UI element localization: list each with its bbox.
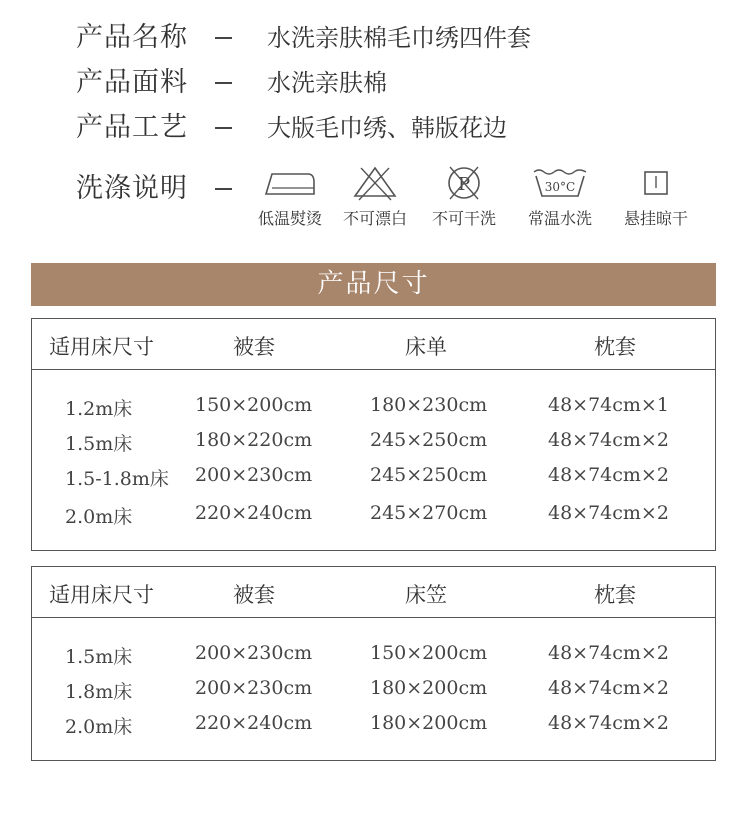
table-cell: 150×200cm bbox=[195, 394, 313, 416]
table-header: 被套 bbox=[233, 583, 275, 607]
dry-clean-glyph: P bbox=[457, 174, 471, 195]
care-item-no-bleach bbox=[330, 162, 420, 232]
table-header: 适用床尺寸 bbox=[49, 583, 154, 607]
spec-value: 水洗亲肤棉 bbox=[267, 69, 387, 97]
table-cell: 180×200cm bbox=[370, 712, 488, 734]
table-header: 枕套 bbox=[594, 335, 636, 359]
table-cell: 180×220cm bbox=[195, 429, 313, 451]
table-cell: 1.2m床 bbox=[65, 398, 133, 420]
table-cell: 48×74cm×2 bbox=[548, 464, 669, 486]
dash-separator bbox=[215, 37, 232, 39]
table-cell: 220×240cm bbox=[195, 502, 313, 524]
table-cell: 1.5m床 bbox=[65, 646, 133, 668]
spec-value: 水洗亲肤棉毛巾绣四件套 bbox=[267, 24, 531, 52]
table-cell: 1.8m床 bbox=[65, 681, 133, 703]
table-cell: 245×270cm bbox=[370, 502, 488, 524]
table-cell: 1.5-1.8m床 bbox=[65, 468, 169, 490]
section-title: 产品尺寸 bbox=[317, 269, 430, 299]
table-cell: 200×230cm bbox=[195, 464, 313, 486]
table-header: 适用床尺寸 bbox=[49, 335, 154, 359]
spec-value: 大版毛巾绣、韩版花边 bbox=[267, 114, 507, 142]
care-item-wash bbox=[515, 162, 605, 232]
iron-icon bbox=[258, 162, 322, 202]
care-item-label: 悬挂晾干 bbox=[623, 209, 688, 228]
care-item-no-dry-clean bbox=[419, 162, 509, 232]
no-dry-clean-icon bbox=[432, 162, 496, 202]
size-table-1 bbox=[31, 318, 716, 551]
spec-label: 产品工艺 bbox=[76, 112, 188, 143]
table-cell: 200×230cm bbox=[195, 642, 313, 664]
table-cell: 180×200cm bbox=[370, 677, 488, 699]
table-cell: 48×74cm×1 bbox=[548, 394, 669, 416]
care-label: 洗涤说明 bbox=[76, 173, 188, 204]
table-cell: 2.0m床 bbox=[65, 716, 133, 738]
table-cell: 200×230cm bbox=[195, 677, 313, 699]
table-header: 床笠 bbox=[405, 583, 447, 607]
dash-separator bbox=[215, 127, 232, 129]
care-item-label: 低温熨烫 bbox=[257, 209, 322, 228]
spec-row-craft bbox=[0, 108, 750, 148]
header-divider bbox=[32, 617, 715, 618]
wash-temp-glyph: 30°C bbox=[544, 180, 576, 194]
dash-separator bbox=[215, 188, 232, 190]
size-table-2 bbox=[31, 566, 716, 761]
dash-separator bbox=[215, 82, 232, 84]
care-item-label: 不可干洗 bbox=[431, 209, 496, 228]
table-cell: 48×74cm×2 bbox=[548, 677, 669, 699]
hang-dry-icon bbox=[624, 162, 688, 202]
spec-label: 产品面料 bbox=[76, 67, 188, 98]
table-cell: 2.0m床 bbox=[65, 506, 133, 528]
table-cell: 150×200cm bbox=[370, 642, 488, 664]
table-header: 床单 bbox=[405, 335, 447, 359]
table-header: 枕套 bbox=[594, 583, 636, 607]
spec-row-fabric bbox=[0, 63, 750, 103]
table-cell: 180×230cm bbox=[370, 394, 488, 416]
table-cell: 1.5m床 bbox=[65, 433, 133, 455]
table-cell: 48×74cm×2 bbox=[548, 429, 669, 451]
care-item-label: 不可漂白 bbox=[342, 209, 407, 228]
care-item-hang-dry bbox=[611, 162, 701, 232]
spec-row-name bbox=[0, 18, 750, 58]
spec-label: 产品名称 bbox=[76, 22, 188, 53]
table-cell: 245×250cm bbox=[370, 464, 488, 486]
table-cell: 48×74cm×2 bbox=[548, 502, 669, 524]
header-divider bbox=[32, 369, 715, 370]
table-cell: 220×240cm bbox=[195, 712, 313, 734]
table-cell: 48×74cm×2 bbox=[548, 712, 669, 734]
no-bleach-icon bbox=[343, 162, 407, 202]
wash-30-icon bbox=[528, 162, 592, 202]
care-item-label: 常温水洗 bbox=[527, 209, 592, 228]
table-header: 被套 bbox=[233, 335, 275, 359]
table-cell: 245×250cm bbox=[370, 429, 488, 451]
section-banner bbox=[31, 263, 716, 306]
table-cell: 48×74cm×2 bbox=[548, 642, 669, 664]
